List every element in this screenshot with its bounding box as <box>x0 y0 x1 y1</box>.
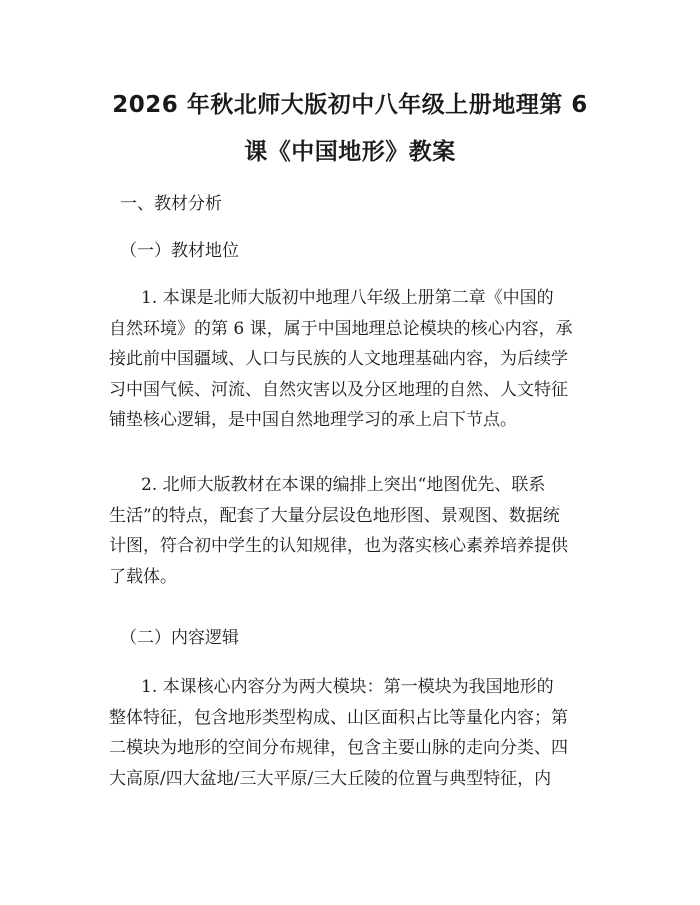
paragraph-line: 1. 本课核心内容分为两大模块：第一模块为我国地形的 <box>141 677 554 697</box>
paragraph-line: 2. 北师大版教材在本课的编排上突出“地图优先、联系 <box>141 475 546 495</box>
title-line-1: 2026 年秋北师大版初中八年级上册地理第 6 <box>112 92 588 118</box>
paragraph-line: 接此前中国疆域、人口与民族的人文地理基础内容，为后续学 <box>109 349 568 369</box>
section-heading-analysis: 一、教材分析 <box>120 194 222 214</box>
paragraph-line: 习中国气候、河流、自然灾害以及分区地理的自然、人文特征 <box>109 379 568 400</box>
paragraph-line: 铺垫核心逻辑，是中国自然地理学习的承上启下节点。 <box>109 410 517 430</box>
paragraph-2 <box>109 470 593 592</box>
paragraph-line: 自然环境》的第 6 课，属于中国地理总论模块的核心内容，承 <box>109 318 573 339</box>
paragraph-line: 二模块为地形的空间分布规律，包含主要山脉的走向分类、四 <box>109 738 568 758</box>
paragraph-line: 了载体。 <box>109 566 177 587</box>
subsection-heading-logic: （二）内容逻辑 <box>120 628 239 648</box>
paragraph-1 <box>109 283 593 436</box>
paragraph-3 <box>109 672 593 794</box>
paragraph-line: 生活”的特点，配套了大量分层设色地形图、景观图、数据统 <box>109 505 560 526</box>
document-title <box>80 82 620 176</box>
paragraph-line: 计图，符合初中学生的认知规律，也为落实核心素养培养提供 <box>109 536 568 556</box>
subsection-heading-status: （一）教材地位 <box>120 241 239 261</box>
paragraph-line: 大高原/四大盆地/三大平原/三大丘陵的位置与典型特征，内 <box>109 768 552 789</box>
title-line-2: 课《中国地形》教案 <box>244 139 456 165</box>
paragraph-line: 整体特征，包含地形类型构成、山区面积占比等量化内容；第 <box>109 707 568 728</box>
paragraph-line: 1. 本课是北师大版初中地理八年级上册第二章《中国的 <box>141 288 554 308</box>
